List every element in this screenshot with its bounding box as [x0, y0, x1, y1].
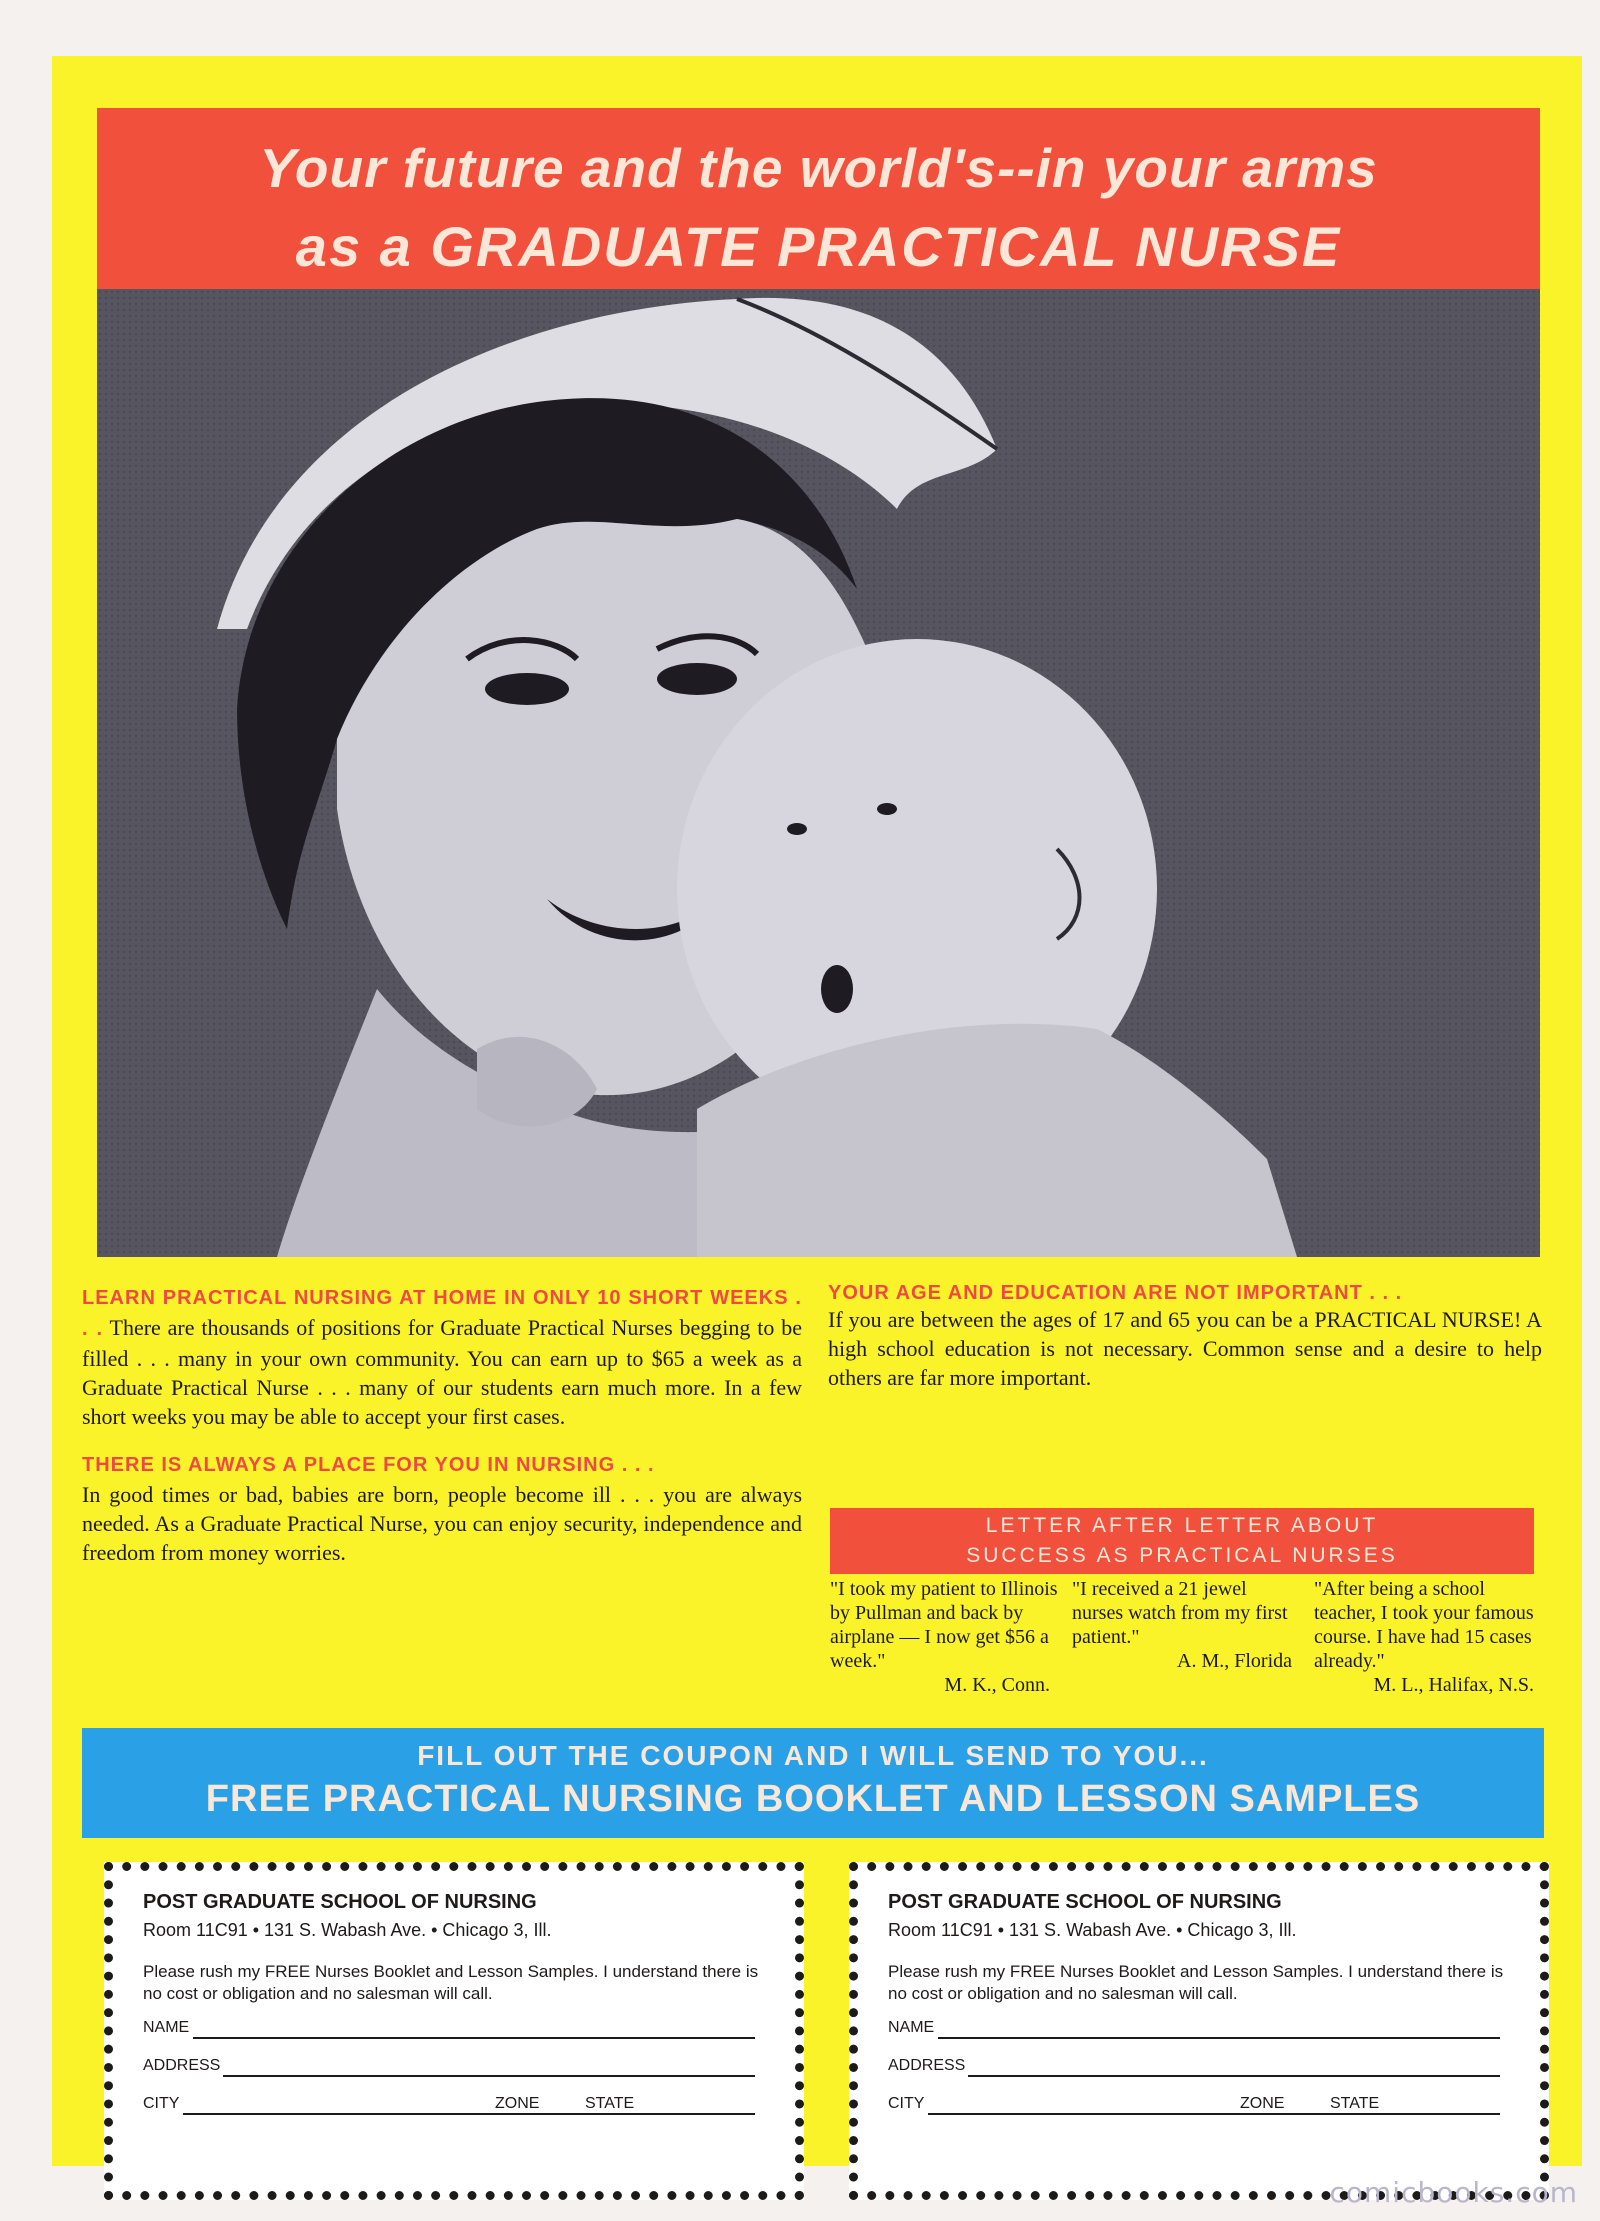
- zone-label: ZONE: [1240, 2095, 1285, 2112]
- left-text-column: [82, 1282, 802, 1587]
- name-label: NAME: [143, 2019, 190, 2036]
- offer-line2: FREE PRACTICAL NURSING BOOKLET AND LESSON SAMPLES: [205, 1778, 1421, 1820]
- site-watermark: comicbooks.com: [1329, 2176, 1578, 2209]
- section3-body: If you are between the ages of 17 and 65 you can be a PRACTICAL NURSE! A high school education is not necessary. Common sense and a desire to help others are far more important.: [828, 1307, 1542, 1390]
- testimonial: [830, 1577, 1058, 1697]
- letter-banner-line1: LETTER AFTER LETTER ABOUT: [985, 1514, 1379, 1537]
- name-field[interactable]: [143, 2019, 765, 2043]
- headline-line2: as a GRADUATE PRACTICAL NURSE: [295, 215, 1342, 278]
- state-label: STATE: [585, 2095, 635, 2112]
- zone-label: ZONE: [495, 2095, 540, 2112]
- coupon-school: POST GRADUATE SCHOOL OF NURSING: [143, 1891, 537, 1913]
- coupon-body: Please rush my FREE Nurses Booklet and Lesson Samples. I understand there is no cost or obligation and no salesman will call.: [143, 1962, 759, 2003]
- testimonial-signature: M. K., Conn.: [944, 1674, 1050, 1696]
- testimonial: [1072, 1577, 1300, 1697]
- section1-body: There are thousands of positions for Graduate Practical Nurses begging to be filled . . . many in your own community. You can earn up to $65 a week as a Graduate Practical Nurse . . . many of our students earn much more. In a few short weeks you may be able to accept your first cases.: [82, 1315, 802, 1429]
- address-field[interactable]: [888, 2057, 1510, 2081]
- section3-heading: YOUR AGE AND EDUCATION ARE NOT IMPORTANT . . .: [828, 1282, 1403, 1304]
- nurse-baby-drawing: [97, 289, 1540, 1257]
- testimonial-signature: M. L., Halifax, N.S.: [1373, 1674, 1534, 1696]
- testimonial-quote: "I received a 21 jewel nurses watch from my first patient.": [1072, 1578, 1288, 1648]
- coupon-address: Room 11C91 • 131 S. Wabash Ave. • Chicago 3, Ill.: [888, 1920, 1297, 1940]
- testimonial-signature: A. M., Florida: [1177, 1650, 1292, 1672]
- city-zone-state-field[interactable]: [143, 2095, 765, 2119]
- address-field[interactable]: [143, 2057, 765, 2081]
- headline-line1: Your future and the world's--in your arms: [259, 137, 1378, 199]
- right-text-column: [828, 1282, 1542, 1392]
- coupon-body: Please rush my FREE Nurses Booklet and Lesson Samples. I understand there is no cost or obligation and no salesman will call.: [888, 1962, 1504, 2003]
- coupon-form-right[interactable]: [849, 1862, 1549, 2200]
- city-zone-state-field[interactable]: [888, 2095, 1510, 2119]
- offer-line1: FILL OUT THE COUPON AND I WILL SEND TO YOU...: [417, 1740, 1209, 1771]
- name-field[interactable]: [888, 2019, 1510, 2043]
- city-label: CITY: [143, 2095, 180, 2112]
- city-label: CITY: [888, 2095, 925, 2112]
- letter-banner-line2: SUCCESS AS PRACTICAL NURSES: [966, 1544, 1398, 1567]
- nurse-with-baby-illustration: [97, 289, 1540, 1257]
- coupon-form-left[interactable]: [104, 1862, 804, 2200]
- coupon-school: POST GRADUATE SCHOOL OF NURSING: [888, 1891, 1282, 1913]
- ad-page: [52, 56, 1582, 2166]
- state-label: STATE: [1330, 2095, 1380, 2112]
- coupon-offer-banner: [82, 1728, 1544, 1838]
- section2-heading: THERE IS ALWAYS A PLACE FOR YOU IN NURSING . . .: [82, 1454, 655, 1476]
- coupon-address: Room 11C91 • 131 S. Wabash Ave. • Chicago 3, Ill.: [143, 1920, 552, 1940]
- letter-banner: [830, 1508, 1534, 1574]
- address-label: ADDRESS: [888, 2057, 966, 2074]
- testimonial-quote: "After being a school teacher, I took your famous course. I have had 15 cases already.": [1314, 1578, 1534, 1672]
- address-label: ADDRESS: [143, 2057, 221, 2074]
- section2-body: In good times or bad, babies are born, people become ill . . . you are always needed. As a Graduate Practical Nurse, you can enjoy security, independence and freedom from money worries.: [82, 1482, 802, 1565]
- testimonial: [1314, 1577, 1542, 1697]
- section1-heading: LEARN PRACTICAL NURSING AT HOME IN ONLY 10 SHORT WEEKS . . .: [82, 1287, 802, 1340]
- name-label: NAME: [888, 2019, 935, 2036]
- testimonial-quote: "I took my patient to Illinois by Pullman and back by airplane — I now get $56 a week.": [830, 1578, 1058, 1672]
- testimonials: [830, 1577, 1542, 1697]
